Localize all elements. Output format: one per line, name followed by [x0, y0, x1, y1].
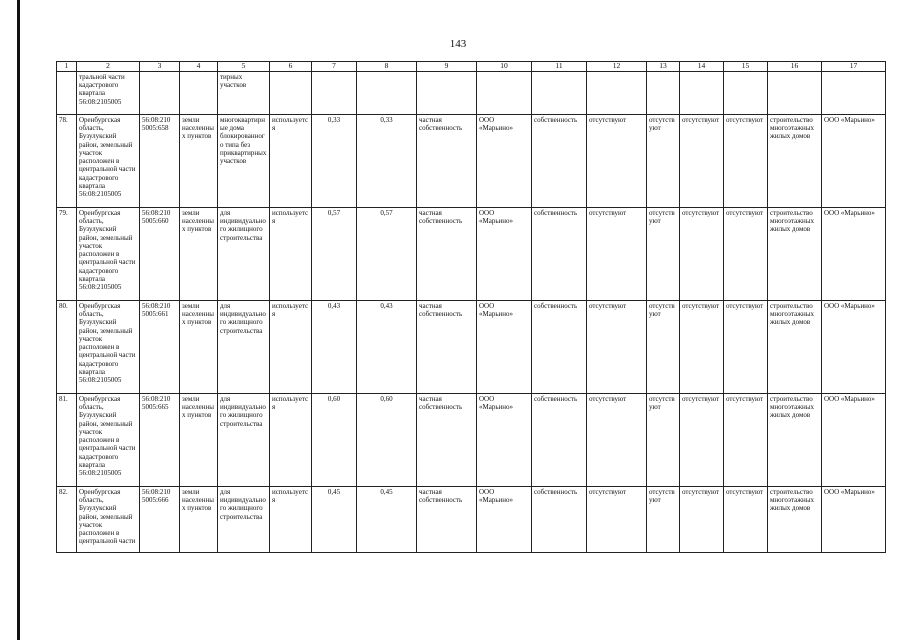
cell-empty — [647, 71, 680, 114]
column-header: 10 — [477, 62, 532, 72]
column-header: 6 — [270, 62, 312, 72]
cell-empty — [357, 71, 417, 114]
cell-area-total: 0,60 — [357, 393, 417, 486]
cell-right-type: собственность — [532, 393, 587, 486]
cell-ownership-form: частная собственность — [417, 393, 477, 486]
cell-user: ООО «Марьино» — [822, 114, 886, 207]
cell-col14: отсутствуют — [680, 300, 724, 393]
cell-land-category: земли населенных пунктов — [180, 114, 218, 207]
column-header: 11 — [532, 62, 587, 72]
cell-ownership-form: частная собственность — [417, 486, 477, 552]
cell-col14: отсутствуют — [680, 114, 724, 207]
cell-col14: отсутствуют — [680, 207, 724, 300]
cell-empty — [822, 71, 886, 114]
cell-address: Оренбургская область, Бузулукский район, земельный участок расположен в центральной части — [77, 486, 140, 552]
cell-address: Оренбургская область, Бузулукский район, земельный участок расположен в центральной части кадастрового квартала 56:08:2105005 — [77, 393, 140, 486]
cell-area-total: 0,33 — [357, 114, 417, 207]
cell-row-number: 80. — [57, 300, 77, 393]
cell-ownership-form: частная собственность — [417, 300, 477, 393]
cell-owner: ООО «Марьино» — [477, 300, 532, 393]
cell-col13: отсутствуют — [647, 300, 680, 393]
cell-col15: отсутствуют — [724, 207, 768, 300]
cell-area: 0,33 — [312, 114, 357, 207]
cell-permitted-use: для индивидуального жилищного строительства — [218, 486, 270, 552]
cell-col13: отсутствуют — [647, 393, 680, 486]
cell-owner: ООО «Марьино» — [477, 114, 532, 207]
cell-empty — [270, 71, 312, 114]
table-row — [57, 300, 886, 393]
cell-encumbrances: отсутствуют — [587, 207, 647, 300]
cell-use-status: используется — [270, 114, 312, 207]
cell-col13: отсутствуют — [647, 486, 680, 552]
cell-purpose: строительство многоэтажных жилых домов — [768, 114, 822, 207]
cell-permitted-use: для индивидуального жилищного строительства — [218, 393, 270, 486]
cell-encumbrances: отсутствуют — [587, 486, 647, 552]
cell-ownership-form: частная собственность — [417, 114, 477, 207]
cell-purpose: строительство многоэтажных жилых домов — [768, 300, 822, 393]
column-header: 14 — [680, 62, 724, 72]
cell-empty — [180, 71, 218, 114]
column-header: 7 — [312, 62, 357, 72]
cell-col14: отсутствуют — [680, 486, 724, 552]
cell-address: тральной части кадастрового квартала 56:08:2105005 — [77, 71, 140, 114]
column-header: 13 — [647, 62, 680, 72]
cell-permitted-use: для индивидуального жилищного строительства — [218, 207, 270, 300]
cell-area: 0,45 — [312, 486, 357, 552]
page-number: 143 — [449, 38, 467, 50]
cell-user: ООО «Марьино» — [822, 486, 886, 552]
cell-user: ООО «Марьино» — [822, 393, 886, 486]
column-header: 3 — [140, 62, 180, 72]
column-header: 4 — [180, 62, 218, 72]
table-row — [57, 207, 886, 300]
cell-area: 0,60 — [312, 393, 357, 486]
column-header: 12 — [587, 62, 647, 72]
cell-cadastral-number: 56:08:210 5005:665 — [140, 393, 180, 486]
cell-empty — [768, 71, 822, 114]
cell-empty — [417, 71, 477, 114]
cell-encumbrances: отсутствуют — [587, 300, 647, 393]
cell-address: Оренбургская область, Бузулукский район, земельный участок расположен в центральной части кадастрового квартала 56:08:2105005 — [77, 114, 140, 207]
cell-owner: ООО «Марьино» — [477, 207, 532, 300]
cell-row-number: 79. — [57, 207, 77, 300]
column-header: 1 — [57, 62, 77, 72]
column-header: 2 — [77, 62, 140, 72]
scan-edge-line — [17, 0, 20, 640]
cell-area: 0,43 — [312, 300, 357, 393]
cell-empty — [587, 71, 647, 114]
cell-permitted-use: многоквартирные дома блокированного типа без приквартирных участков — [218, 114, 270, 207]
table-row — [57, 393, 886, 486]
cell-right-type: собственность — [532, 207, 587, 300]
cell-owner: ООО «Марьино» — [477, 393, 532, 486]
cell-empty — [680, 71, 724, 114]
cell-address: Оренбургская область, Бузулукский район, земельный участок расположен в центральной части кадастрового квартала 56:08:2105005 — [77, 300, 140, 393]
cell-right-type: собственность — [532, 300, 587, 393]
column-header: 5 — [218, 62, 270, 72]
cell-col13: отсутствуют — [647, 207, 680, 300]
cell-cadastral-number: 56:08:210 5005:666 — [140, 486, 180, 552]
cell-col15: отсутствуют — [724, 393, 768, 486]
column-number-header — [57, 62, 886, 72]
cell-empty — [532, 71, 587, 114]
cell-right-type: собственность — [532, 114, 587, 207]
cell-area: 0,57 — [312, 207, 357, 300]
cell-row-number: 82. — [57, 486, 77, 552]
cell-cadastral-number: 56:08:210 5005:658 — [140, 114, 180, 207]
table-row — [57, 486, 886, 552]
cell-land-category: земли населенных пунктов — [180, 300, 218, 393]
column-header: 9 — [417, 62, 477, 72]
cell-row-number: 78. — [57, 114, 77, 207]
cell-col15: отсутствуют — [724, 300, 768, 393]
cell-land-category: земли населенных пунктов — [180, 207, 218, 300]
land-registry-table — [56, 61, 886, 553]
column-header: 17 — [822, 62, 886, 72]
cell-cadastral-number: 56:08:210 5005:661 — [140, 300, 180, 393]
cell-col15: отсутствуют — [724, 114, 768, 207]
cell-use-status: используется — [270, 486, 312, 552]
cell-address: Оренбургская область, Бузулукский район, земельный участок расположен в центральной части кадастрового квартала 56:08:2105005 — [77, 207, 140, 300]
cell-area-total: 0,45 — [357, 486, 417, 552]
cell-empty — [477, 71, 532, 114]
cell-area-total: 0,43 — [357, 300, 417, 393]
cell-row-number: 81. — [57, 393, 77, 486]
cell-col13: отсутствуют — [647, 114, 680, 207]
cell-purpose: строительство многоэтажных жилых домов — [768, 207, 822, 300]
cell-empty — [724, 71, 768, 114]
column-header: 8 — [357, 62, 417, 72]
cell-empty — [312, 71, 357, 114]
cell-encumbrances: отсутствуют — [587, 114, 647, 207]
cell-ownership-form: частная собственность — [417, 207, 477, 300]
cell-area-total: 0,57 — [357, 207, 417, 300]
cell-col15: отсутствуют — [724, 486, 768, 552]
continuation-row — [57, 71, 886, 114]
cell-empty — [140, 71, 180, 114]
cell-use-status: используется — [270, 207, 312, 300]
column-header: 15 — [724, 62, 768, 72]
cell-cadastral-number: 56:08:210 5005:660 — [140, 207, 180, 300]
cell-use-status: используется — [270, 300, 312, 393]
cell-user: ООО «Марьино» — [822, 207, 886, 300]
cell-use-status: используется — [270, 393, 312, 486]
cell-purpose: строительство многоэтажных жилых домов — [768, 486, 822, 552]
cell-owner: ООО «Марьино» — [477, 486, 532, 552]
cell-land-category: земли населенных пунктов — [180, 393, 218, 486]
cell-col14: отсутствуют — [680, 393, 724, 486]
cell-right-type: собственность — [532, 486, 587, 552]
table-row — [57, 114, 886, 207]
cell-purpose: строительство многоэтажных жилых домов — [768, 393, 822, 486]
cell-user: ООО «Марьино» — [822, 300, 886, 393]
cell-permitted-use: тирных участков — [218, 71, 270, 114]
cell-land-category: земли населенных пунктов — [180, 486, 218, 552]
cell-encumbrances: отсутствуют — [587, 393, 647, 486]
cell-permitted-use: для индивидуального жилищного строительства — [218, 300, 270, 393]
cell-empty — [57, 71, 77, 114]
column-header: 16 — [768, 62, 822, 72]
